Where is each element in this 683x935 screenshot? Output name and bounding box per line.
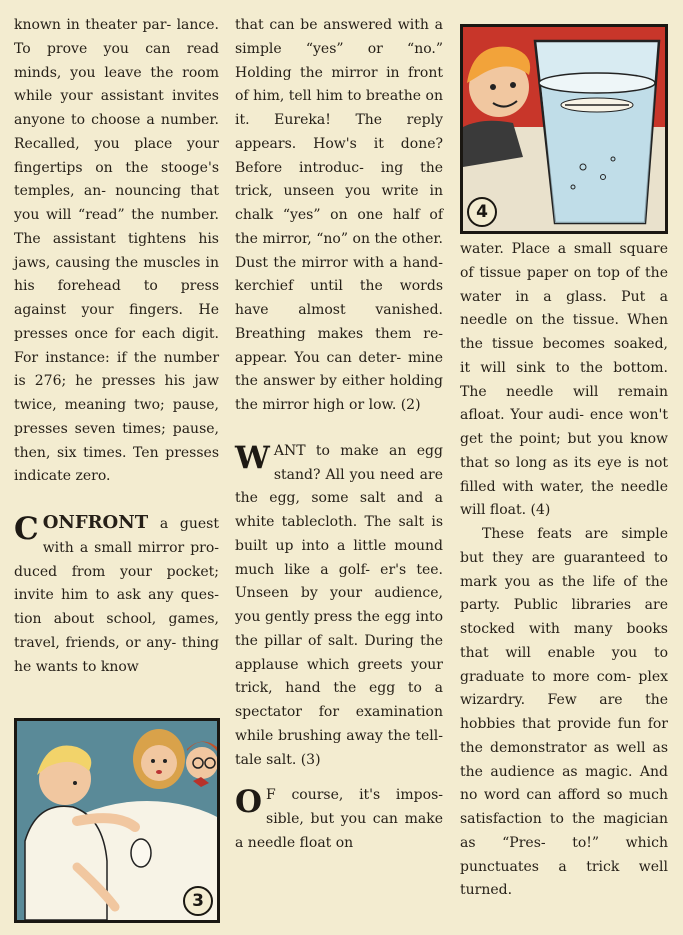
- text-line: but you know that so long: [460, 431, 669, 471]
- text-line: to the magician as “Pres-: [460, 811, 668, 851]
- column-3: [460, 238, 668, 903]
- text-line: Put a needle on the tissue.: [460, 288, 669, 329]
- text-line: a guest with: [42, 516, 219, 556]
- text-line: invites anyone to choose: [14, 88, 219, 128]
- text-line: a simple “yes” or “no.”: [235, 17, 443, 57]
- text-line: tale salt. (3): [235, 751, 321, 768]
- text-line: mark you as the life of: [460, 573, 637, 590]
- text-line: bottom. The needle will: [460, 359, 668, 400]
- text-line: fun for the demonstrator: [460, 716, 669, 756]
- text-line: are the egg, some salt and: [235, 466, 443, 507]
- text-line: Breathing makes them re-: [235, 325, 443, 342]
- text-line: that can be answered with: [235, 17, 429, 33]
- text-line: sible, but you can: [266, 811, 398, 827]
- text-line: float. (4): [489, 502, 551, 519]
- drop-cap-c: C: [14, 511, 39, 547]
- text-line: as its eye is not filled with: [460, 454, 669, 495]
- text-line: Holding the mirror in: [235, 64, 400, 81]
- panel-number-4: 4: [467, 197, 497, 227]
- text-line: afford so much satisfaction: [460, 787, 669, 827]
- paragraph-confront: [14, 511, 219, 679]
- text-line: have almost vanished.: [235, 302, 443, 318]
- text-line: are stocked with many: [460, 597, 668, 637]
- text-line: read minds, you leave the: [14, 40, 219, 81]
- text-line: travel, friends, or any-: [14, 634, 177, 651]
- text-line: or low. (2): [349, 397, 421, 413]
- text-line: remain afloat. Your audi-: [460, 383, 668, 424]
- text-line: room while your assistant: [14, 64, 219, 105]
- paragraph-mirror: [235, 14, 443, 418]
- text-line: lance. To prove you can: [14, 17, 219, 57]
- text-line: one half of the mirror,: [235, 207, 444, 247]
- text-line: brushing away the tell-: [278, 727, 443, 744]
- text-line: presses indicate zero.: [14, 444, 220, 485]
- column-1: [14, 14, 219, 679]
- text-line: the stooge's temples, an-: [14, 159, 220, 200]
- text-line: ence won't get the point;: [460, 407, 668, 447]
- text-line: appear. You can deter-: [235, 349, 402, 366]
- text-line: hand the egg to a spectator: [235, 680, 444, 720]
- text-line: tion about school, games,: [14, 611, 219, 627]
- lead-word: ONFRONT: [42, 512, 149, 533]
- paragraph-mind-reading: [14, 14, 219, 489]
- water-glass-illustration: [463, 27, 665, 231]
- text-line: pause, then, six times. Ten: [14, 420, 219, 461]
- paragraph-egg: [235, 440, 443, 773]
- text-line: stand? All you need: [273, 466, 415, 483]
- text-line: magic. And no word can: [460, 763, 668, 804]
- text-line: holding the mirror high: [235, 373, 444, 413]
- text-line: kerchief until the words: [235, 278, 443, 295]
- text-line: pause, presses seven times;: [14, 397, 219, 437]
- illustration-glass-panel: [460, 24, 668, 234]
- text-line: place your fingertips on: [14, 135, 219, 176]
- text-line: trick well turned.: [460, 858, 669, 899]
- text-line: ANT to make an egg: [273, 442, 443, 459]
- text-line: once for each digit. For: [14, 325, 220, 366]
- text-line: a number. Recalled, you: [14, 112, 219, 152]
- text-line: invite him to ask any ques-: [14, 587, 219, 604]
- text-line: the egg into the pillar of: [235, 609, 444, 649]
- text-line: breathe on it. Eureka!: [235, 88, 444, 128]
- text-line: forehead to press against: [14, 278, 219, 318]
- text-line: for examination while: [235, 704, 443, 744]
- text-line: known in theater par-: [14, 17, 172, 33]
- text-line: books that will enable you: [460, 621, 668, 661]
- text-line: nouncing that you will: [14, 183, 220, 223]
- text-line: “no” on the other. Dust: [235, 230, 443, 271]
- text-line: as well as the audience as: [460, 739, 668, 780]
- text-line: the party. Public libraries: [460, 573, 668, 614]
- text-line: “read” the number. The: [14, 207, 219, 247]
- text-line: water. Place a small: [460, 241, 612, 257]
- text-line: salt. During the applause: [235, 632, 443, 673]
- text-line: salt is built up into a little: [235, 514, 444, 554]
- text-line: duced from your pocket;: [14, 563, 219, 580]
- text-line: front of him, tell him to: [235, 64, 443, 105]
- text-line: er's tee. Unseen by your: [235, 561, 443, 602]
- panel-number-3: 3: [183, 886, 213, 916]
- text-line: When the tissue becomes: [460, 312, 668, 352]
- text-line: instance: if the number is: [14, 349, 220, 390]
- drop-cap-o: O: [235, 784, 263, 821]
- text-line: The reply appears. How's: [235, 112, 443, 152]
- text-line: causing the muscles in his: [14, 254, 219, 295]
- text-line: it done? Before introduc-: [235, 135, 443, 176]
- paragraph-float: [460, 238, 668, 523]
- text-line: F course, it's impos-: [266, 787, 443, 804]
- text-line: write in chalk “yes” on: [235, 183, 443, 223]
- text-line: thing he wants to know: [14, 634, 219, 675]
- drop-cap-w: W: [235, 439, 270, 476]
- text-line: audience, you gently press: [235, 585, 444, 625]
- text-line: assistant tightens his jaws,: [14, 230, 219, 271]
- text-line: a small mirror pro-: [79, 539, 220, 556]
- text-line: mine the answer by either: [235, 349, 443, 390]
- text-line: which greets your trick,: [235, 656, 443, 697]
- text-line: the hobbies that provide: [460, 692, 668, 732]
- text-line: to!” which punctuates a: [460, 834, 668, 875]
- text-line: mound much like a golf-: [235, 537, 443, 578]
- text-line: square of tissue paper on: [460, 241, 668, 281]
- illustration-egg-panel: [14, 718, 220, 923]
- text-line: 276; he presses his jaw: [34, 373, 219, 390]
- text-line: twice, meaning two;: [14, 397, 165, 413]
- text-line: to graduate to more com-: [460, 644, 668, 685]
- column-2: [235, 14, 443, 856]
- text-line: make a needle float on: [235, 811, 443, 851]
- paragraph-needle: [235, 784, 443, 855]
- text-line: the mirror with a hand-: [273, 254, 443, 271]
- text-line: plex wizardry. Few are: [460, 668, 668, 709]
- text-line: ing the trick, unseen you: [235, 159, 444, 200]
- text-line: water, the needle will: [460, 478, 669, 519]
- text-line: a white tablecloth. The: [235, 490, 443, 530]
- text-line: but they are guaranteed to: [460, 549, 668, 566]
- text-line: soaked, it will sink to the: [460, 336, 668, 376]
- text-line: your fingers. He presses: [14, 302, 220, 342]
- text-line: These feats are simple: [482, 526, 668, 542]
- paragraph-conclusion: [460, 523, 668, 903]
- text-line: top of the water in a glass.: [460, 264, 668, 305]
